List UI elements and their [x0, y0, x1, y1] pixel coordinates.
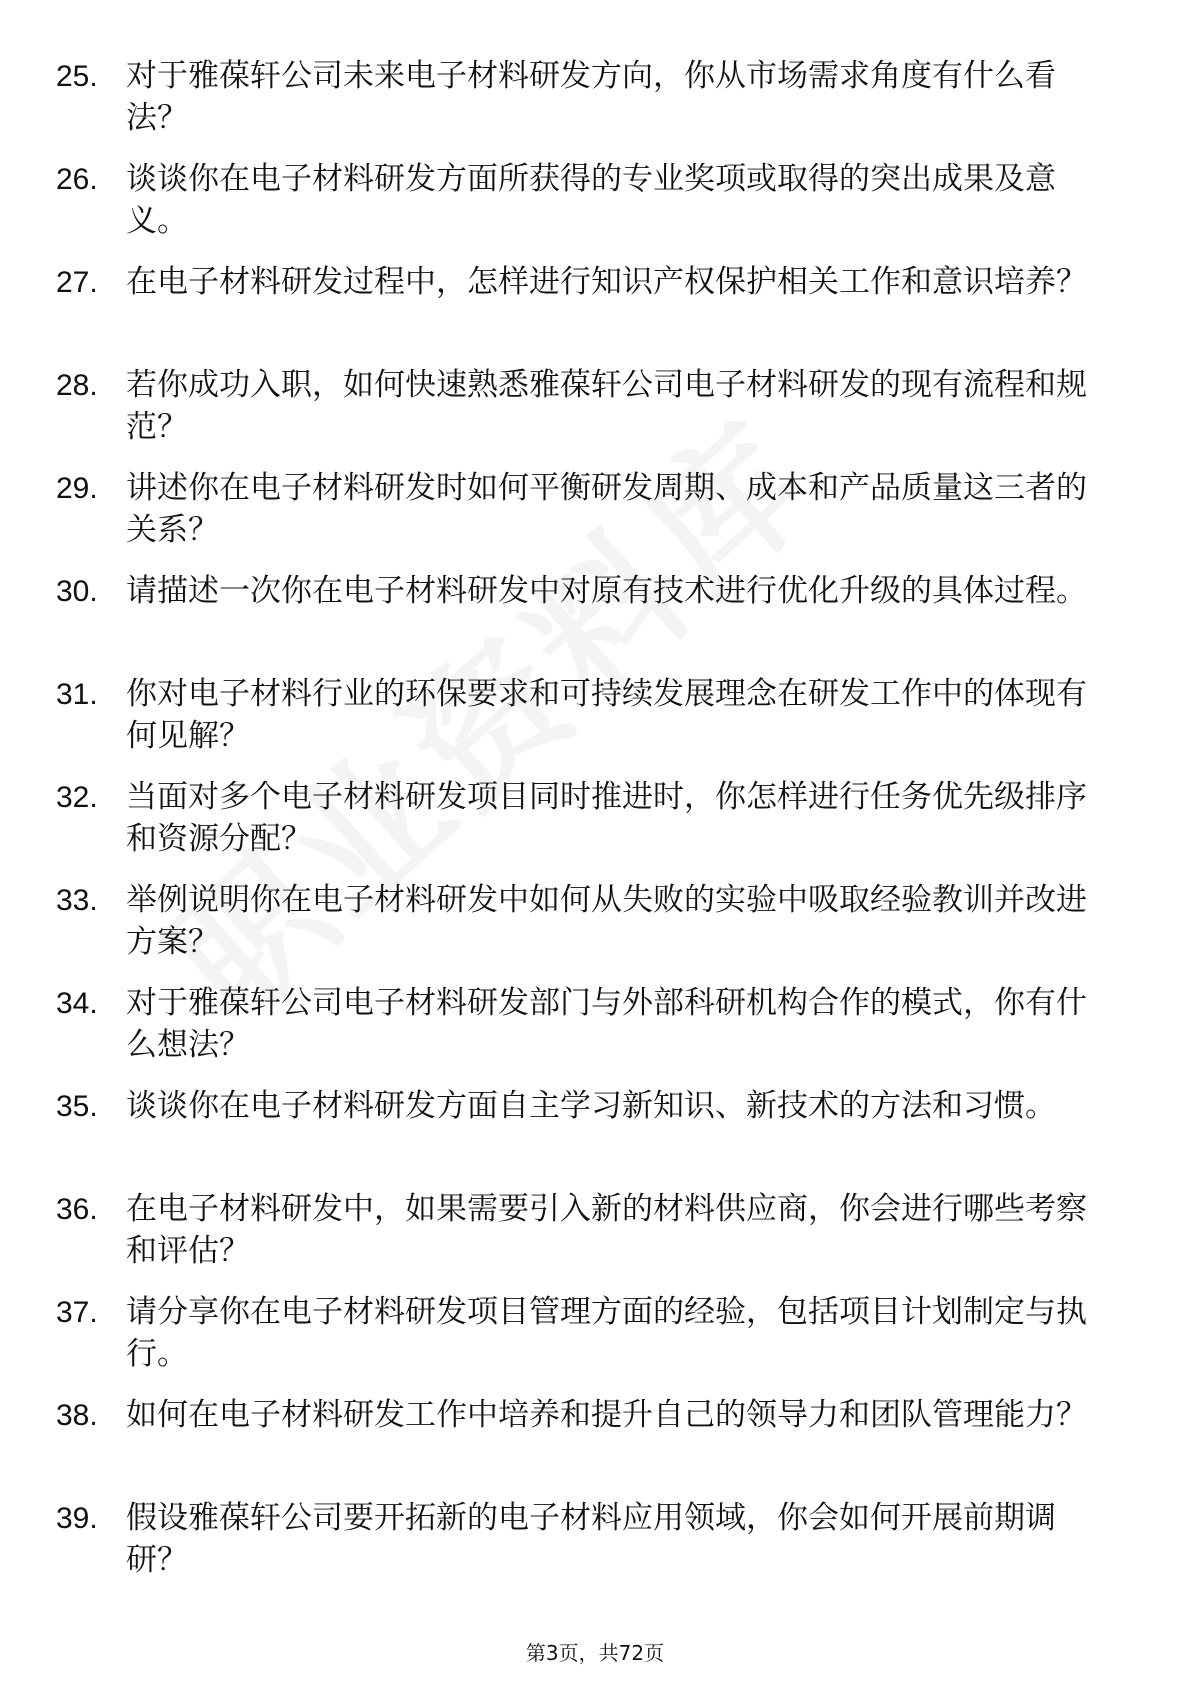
question-number: 34.	[56, 987, 98, 1020]
question-text: 谈谈你在电子材料研发方面所获得的专业奖项或取得的突出成果及意义。	[126, 161, 1056, 239]
question-number: 39.	[56, 1502, 98, 1535]
question-number: 32.	[56, 781, 98, 814]
question-item	[0, 1188, 1190, 1291]
question-number: 30.	[56, 575, 98, 608]
page-number-label: 第3页，共72页	[525, 1641, 665, 1665]
question-text: 举例说明你在电子材料研发中如何从失败的实验中吸取经验教训并改进方案？	[126, 882, 1087, 960]
question-item	[0, 364, 1190, 467]
question-text: 在电子材料研发过程中，怎样进行知识产权保护相关工作和意识培养？	[126, 264, 1087, 300]
question-text: 请描述一次你在电子材料研发中对原有技术进行优化升级的具体过程。	[126, 573, 1087, 609]
question-item	[0, 673, 1190, 776]
question-number: 38.	[56, 1399, 98, 1432]
question-item	[0, 570, 1190, 673]
question-number: 25.	[56, 60, 98, 93]
question-number: 26.	[56, 163, 98, 196]
question-number: 36.	[56, 1193, 98, 1226]
question-text: 对于雅葆轩公司未来电子材料研发方向，你从市场需求角度有什么看法？	[126, 58, 1056, 136]
question-item	[0, 261, 1190, 364]
question-text: 假设雅葆轩公司要开拓新的电子材料应用领域，你会如何开展前期调研？	[126, 1500, 1056, 1578]
question-text: 如何在电子材料研发工作中培养和提升自己的领导力和团队管理能力？	[126, 1397, 1087, 1433]
question-item	[0, 1394, 1190, 1497]
question-text: 在电子材料研发中，如果需要引入新的材料供应商，你会进行哪些考察和评估？	[126, 1191, 1087, 1269]
question-number: 33.	[56, 884, 98, 917]
question-item	[0, 879, 1190, 982]
page-footer	[0, 1637, 1190, 1666]
question-text: 对于雅葆轩公司电子材料研发部门与外部科研机构合作的模式，你有什么想法？	[126, 985, 1087, 1063]
question-text: 若你成功入职，如何快速熟悉雅葆轩公司电子材料研发的现有流程和规范？	[126, 367, 1087, 445]
question-item	[0, 1497, 1190, 1600]
question-item	[0, 55, 1190, 158]
question-list	[0, 55, 1190, 1600]
question-number: 31.	[56, 678, 98, 711]
question-text: 当面对多个电子材料研发项目同时推进时，你怎样进行任务优先级排序和资源分配？	[126, 779, 1087, 857]
question-number: 35.	[56, 1090, 98, 1123]
question-item	[0, 1085, 1190, 1188]
question-item	[0, 467, 1190, 570]
question-item	[0, 982, 1190, 1085]
question-number: 37.	[56, 1296, 98, 1329]
question-number: 27.	[56, 266, 98, 299]
question-number: 29.	[56, 472, 98, 505]
question-text: 请分享你在电子材料研发项目管理方面的经验，包括项目计划制定与执行。	[126, 1294, 1087, 1372]
question-text: 讲述你在电子材料研发时如何平衡研发周期、成本和产品质量这三者的关系？	[126, 470, 1087, 548]
question-item	[0, 1291, 1190, 1394]
question-number: 28.	[56, 369, 98, 402]
question-text: 谈谈你在电子材料研发方面自主学习新知识、新技术的方法和习惯。	[126, 1088, 1056, 1124]
question-item	[0, 158, 1190, 261]
question-item	[0, 776, 1190, 879]
question-text: 你对电子材料行业的环保要求和可持续发展理念在研发工作中的体现有何见解？	[126, 676, 1087, 754]
